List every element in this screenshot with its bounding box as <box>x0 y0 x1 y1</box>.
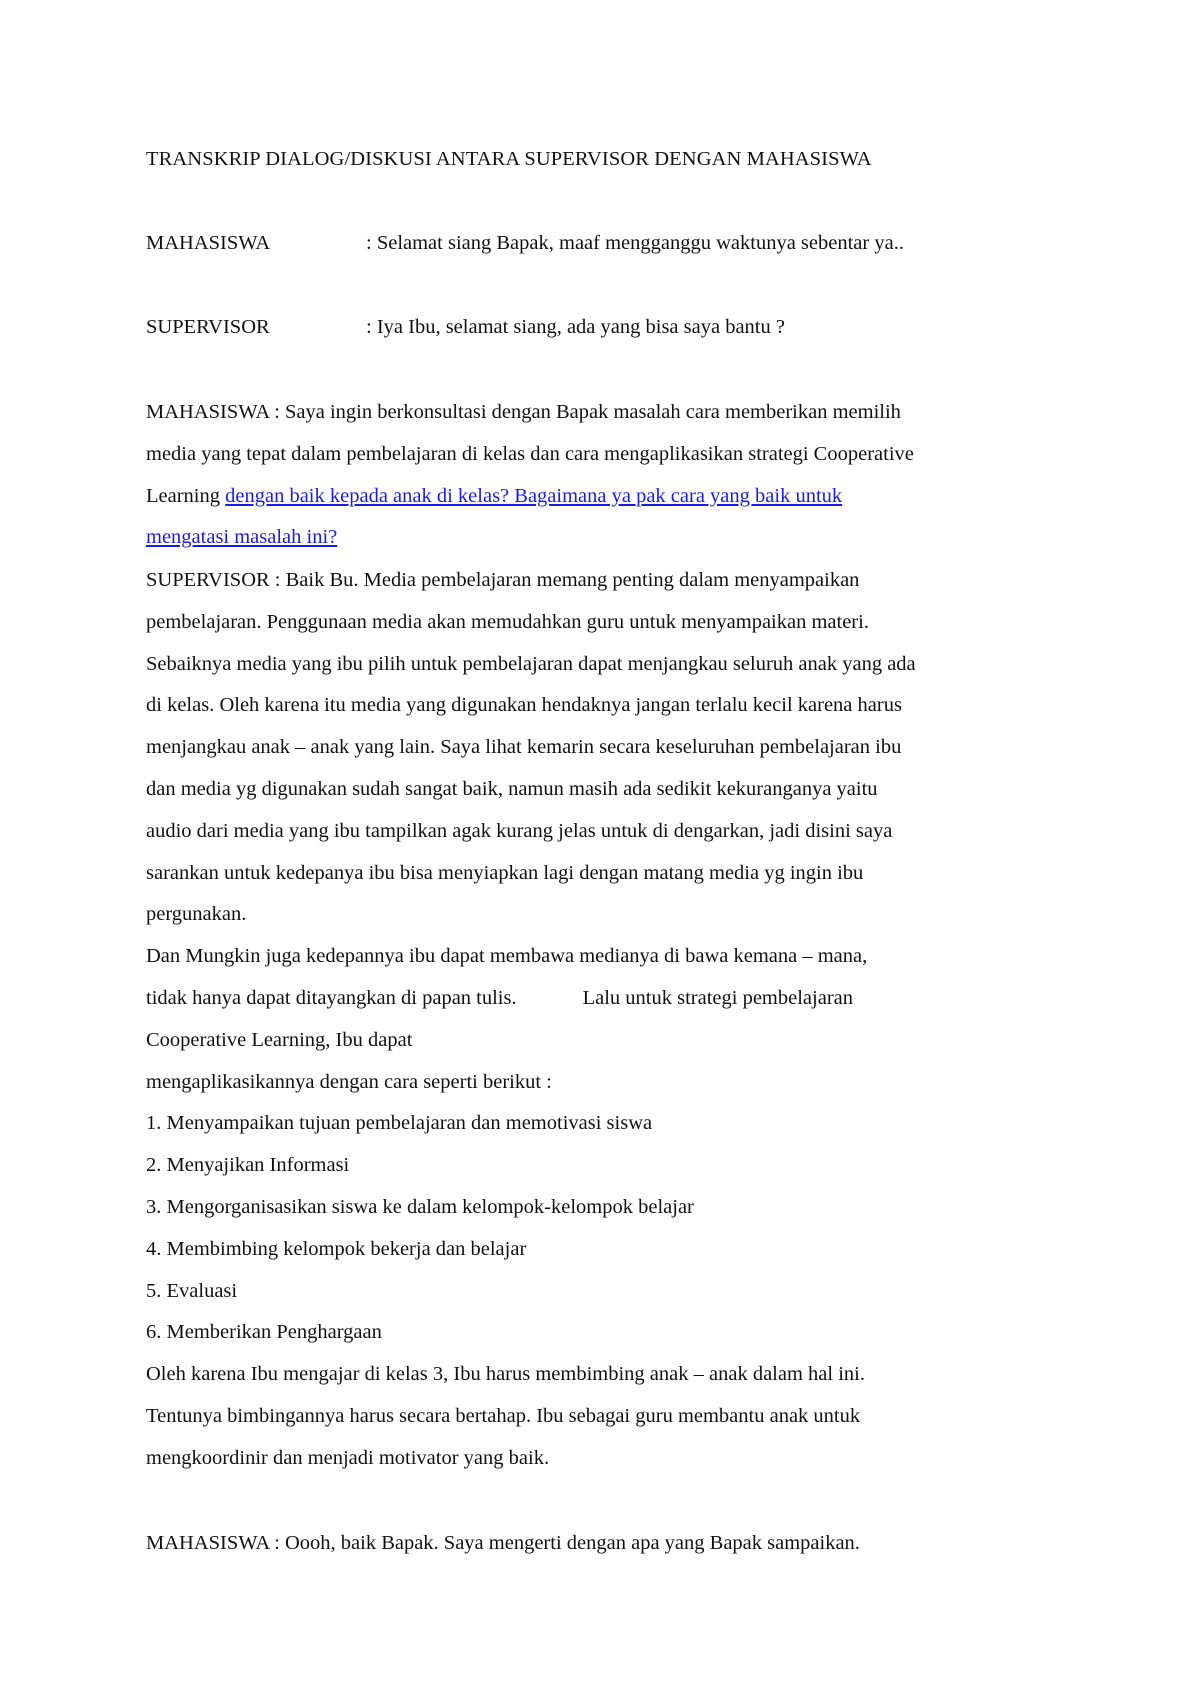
text-line: menjangkau anak – anak yang lain. Saya lihat kemarin secara keseluruhan pembelajaran ibu <box>146 736 902 759</box>
paragraph-mahasiswa-question <box>146 392 1076 559</box>
document-title: TRANSKRIP DIALOG/DISKUSI ANTARA SUPERVISOR DENGAN MAHASISWA <box>146 148 872 170</box>
dialog-text: : Selamat siang Bapak, maaf mengganggu waktunya sebentar ya.. <box>366 232 904 254</box>
speaker-label: MAHASISWA <box>146 232 271 254</box>
text-line <box>146 476 1076 518</box>
text-line: Dan Mungkin juga kedepannya ibu dapat membawa medianya di bawa kemana – mana, <box>146 945 868 968</box>
text-line: mengaplikasikannya dengan cara seperti berikut : <box>146 1070 552 1093</box>
text-line: Sebaiknya media yang ibu pilih untuk pembelajaran dapat menjangkau seluruh anak yang ada <box>146 652 916 675</box>
text-fragment: Lalu untuk strategi pembelajaran <box>582 986 853 1009</box>
text-line: Tentunya bimbingannya harus secara bertahap. Ibu sebagai guru membantu anak untuk <box>146 1404 861 1427</box>
text-line: Oleh karena Ibu mengajar di kelas 3, Ibu harus membimbing anak – anak dalam hal ini. <box>146 1363 865 1386</box>
text-line <box>146 517 1076 559</box>
text-fragment: tidak hanya dapat ditayangkan di papan tulis. <box>146 986 517 1009</box>
hyperlink-question[interactable]: dengan baik kepada anak di kelas? Bagaimana ya pak cara yang baik untuk <box>225 484 843 507</box>
text-line: Cooperative Learning, Ibu dapat <box>146 1028 413 1051</box>
list-item: 4. Membimbing kelompok bekerja dan belajar <box>146 1237 527 1260</box>
text-line: MAHASISWA : Saya ingin berkonsultasi dengan Bapak masalah cara memberikan memilih <box>146 401 901 423</box>
list-item: 1. Menyampaikan tujuan pembelajaran dan memotivasi siswa <box>146 1112 653 1135</box>
list-item: 6. Memberikan Penghargaan <box>146 1321 382 1344</box>
closing-line-mahasiswa: MAHASISWA : Oooh, baik Bapak. Saya mengerti dengan apa yang Bapak sampaikan. <box>146 1532 860 1554</box>
text-line: pembelajaran. Penggunaan media akan memudahkan guru untuk menyampaikan materi. <box>146 610 869 633</box>
text-line: di kelas. Oleh karena itu media yang digunakan hendaknya jangan terlalu kecil karena harus <box>146 694 902 717</box>
hyperlink-question-continued[interactable]: mengatasi masalah ini? <box>146 526 338 549</box>
list-item: 5. Evaluasi <box>146 1279 238 1302</box>
text-line: media yang tepat dalam pembelajaran di kelas dan cara mengaplikasikan strategi Cooperative <box>146 442 914 465</box>
list-item: 2. Menyajikan Informasi <box>146 1154 350 1177</box>
text-line: sarankan untuk kedepanya ibu bisa menyiapkan lagi dengan matang media yg ingin ibu <box>146 861 864 884</box>
text-line: pergunakan. <box>146 903 247 926</box>
speaker-label: SUPERVISOR <box>146 316 270 338</box>
dialog-text: : Iya Ibu, selamat siang, ada yang bisa saya bantu ? <box>366 316 785 338</box>
text-line: mengkoordinir dan menjadi motivator yang baik. <box>146 1446 550 1469</box>
dialog-row-supervisor-greeting <box>146 316 785 339</box>
list-item: 3. Mengorganisasikan siswa ke dalam kelompok-kelompok belajar <box>146 1195 694 1218</box>
text-line: audio dari media yang ibu tampilkan agak kurang jelas untuk di dengarkan, jadi disini saya <box>146 819 893 842</box>
dialog-row-mahasiswa-greeting <box>146 232 904 255</box>
text-fragment: Learning <box>146 484 226 507</box>
text-line <box>146 978 1076 1020</box>
paragraph-supervisor-answer <box>146 560 1076 1480</box>
text-line: SUPERVISOR : Baik Bu. Media pembelajaran memang penting dalam menyampaikan <box>146 569 860 591</box>
text-line: dan media yg digunakan sudah sangat baik, namun masih ada sedikit kekuranganya yaitu <box>146 777 878 800</box>
